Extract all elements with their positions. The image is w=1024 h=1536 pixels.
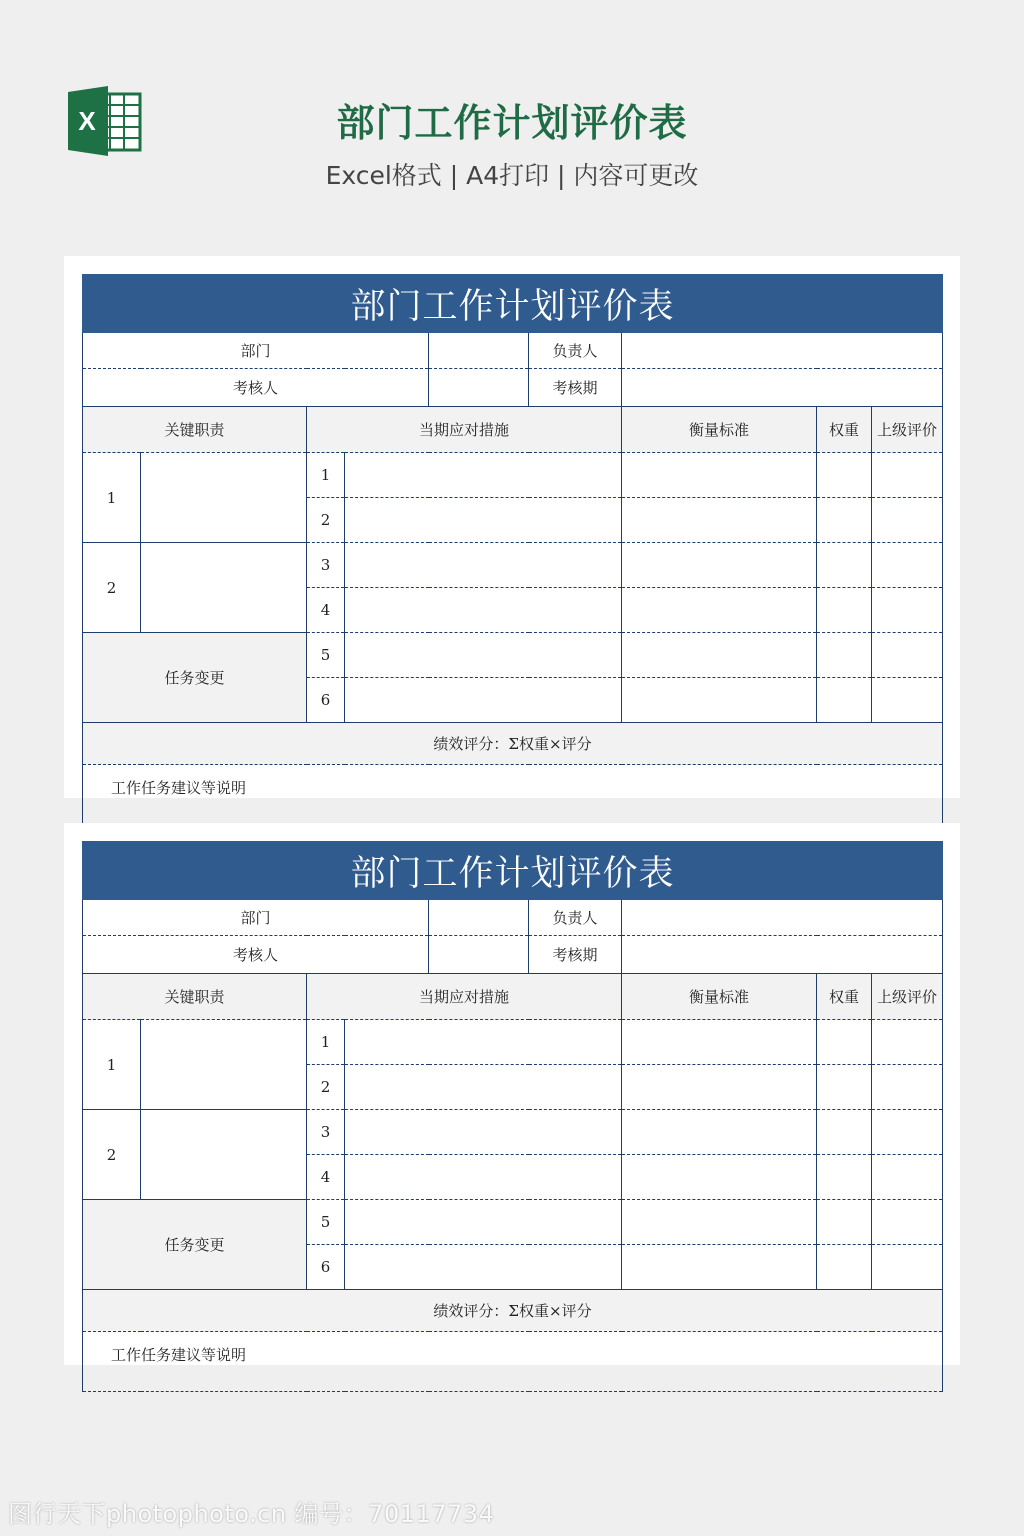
- measure-number: 2: [307, 1065, 345, 1110]
- standard-cell[interactable]: [622, 498, 817, 543]
- reviewer-label: 考核人: [83, 369, 429, 407]
- measure-cell[interactable]: [345, 678, 622, 723]
- standard-cell[interactable]: [622, 1200, 817, 1245]
- column-header-measures: 当期应对措施: [307, 407, 622, 453]
- owner-value-cell[interactable]: [622, 900, 943, 936]
- standard-cell[interactable]: [622, 1245, 817, 1290]
- measure-cell[interactable]: [345, 1065, 622, 1110]
- measure-number: 1: [307, 1020, 345, 1065]
- department-label: 部门: [83, 900, 429, 936]
- review-cell[interactable]: [872, 588, 943, 633]
- measure-number: 3: [307, 543, 345, 588]
- review-cell[interactable]: [872, 453, 943, 498]
- standard-cell[interactable]: [622, 1155, 817, 1200]
- page-subtitle: Excel格式 | A4打印 | 内容可更改: [325, 161, 699, 190]
- period-label: 考核期: [529, 936, 622, 974]
- duty-number: 2: [83, 1110, 141, 1200]
- notes-row: 工作任务建议等说明: [83, 1332, 943, 1392]
- measure-number: 5: [307, 633, 345, 678]
- column-header-supervisor-review: 上级评价: [872, 407, 943, 453]
- page-title: 部门工作计划评价表: [336, 101, 688, 145]
- sheet-preview-1: [64, 256, 960, 798]
- review-cell[interactable]: [872, 498, 943, 543]
- measure-cell[interactable]: [345, 1020, 622, 1065]
- column-header-weight: 权重: [817, 974, 872, 1020]
- review-cell[interactable]: [872, 1110, 943, 1155]
- column-header-standard: 衡量标准: [622, 407, 817, 453]
- duty-cell[interactable]: [141, 1110, 307, 1200]
- sheet-preview-2: [64, 823, 960, 1365]
- task-change-label: 任务变更: [83, 1200, 307, 1290]
- measure-cell[interactable]: [345, 1155, 622, 1200]
- duty-number: 1: [83, 1020, 141, 1110]
- weight-cell[interactable]: [817, 1020, 872, 1065]
- review-cell[interactable]: [872, 1020, 943, 1065]
- weight-cell[interactable]: [817, 1245, 872, 1290]
- weight-cell[interactable]: [817, 453, 872, 498]
- weight-cell[interactable]: [817, 588, 872, 633]
- period-label: 考核期: [529, 369, 622, 407]
- period-value-cell[interactable]: [622, 369, 943, 407]
- duty-cell[interactable]: [141, 1020, 307, 1110]
- performance-score-row: 绩效评分：Σ权重×评分: [83, 1290, 943, 1332]
- measure-number: 6: [307, 1245, 345, 1290]
- measure-cell[interactable]: [345, 543, 622, 588]
- measure-cell[interactable]: [345, 1200, 622, 1245]
- standard-cell[interactable]: [622, 588, 817, 633]
- review-cell[interactable]: [872, 1200, 943, 1245]
- weight-cell[interactable]: [817, 678, 872, 723]
- review-cell[interactable]: [872, 678, 943, 723]
- measure-cell[interactable]: [345, 498, 622, 543]
- column-header-duty: 关键职责: [83, 407, 307, 453]
- column-header-duty: 关键职责: [83, 974, 307, 1020]
- standard-cell[interactable]: [622, 1020, 817, 1065]
- standard-cell[interactable]: [622, 453, 817, 498]
- weight-cell[interactable]: [817, 1155, 872, 1200]
- measure-number: 1: [307, 453, 345, 498]
- department-value-cell[interactable]: [429, 333, 529, 369]
- owner-label: 负责人: [529, 333, 622, 369]
- column-header-standard: 衡量标准: [622, 974, 817, 1020]
- weight-cell[interactable]: [817, 543, 872, 588]
- weight-cell[interactable]: [817, 498, 872, 543]
- review-cell[interactable]: [872, 1245, 943, 1290]
- svg-text:X: X: [78, 106, 96, 136]
- column-header-supervisor-review: 上级评价: [872, 974, 943, 1020]
- duty-cell[interactable]: [141, 453, 307, 543]
- weight-cell[interactable]: [817, 633, 872, 678]
- review-cell[interactable]: [872, 1155, 943, 1200]
- measure-number: 6: [307, 678, 345, 723]
- standard-cell[interactable]: [622, 633, 817, 678]
- review-cell[interactable]: [872, 633, 943, 678]
- measure-number: 4: [307, 588, 345, 633]
- sheet-title: 部门工作计划评价表: [83, 275, 943, 333]
- evaluation-table: [82, 274, 943, 825]
- duty-number: 1: [83, 453, 141, 543]
- owner-label: 负责人: [529, 900, 622, 936]
- measure-number: 4: [307, 1155, 345, 1200]
- measure-cell[interactable]: [345, 1110, 622, 1155]
- owner-value-cell[interactable]: [622, 333, 943, 369]
- reviewer-label: 考核人: [83, 936, 429, 974]
- watermark-text: 图行天下photophoto.cn 编号：70117734: [8, 1500, 495, 1528]
- duty-number: 2: [83, 543, 141, 633]
- weight-cell[interactable]: [817, 1110, 872, 1155]
- duty-cell[interactable]: [141, 543, 307, 633]
- column-header-measures: 当期应对措施: [307, 974, 622, 1020]
- evaluation-table: [82, 841, 943, 1392]
- column-header-weight: 权重: [817, 407, 872, 453]
- reviewer-value-cell[interactable]: [429, 936, 529, 974]
- weight-cell[interactable]: [817, 1065, 872, 1110]
- standard-cell[interactable]: [622, 543, 817, 588]
- department-label: 部门: [83, 333, 429, 369]
- measure-number: 2: [307, 498, 345, 543]
- standard-cell[interactable]: [622, 1110, 817, 1155]
- review-cell[interactable]: [872, 1065, 943, 1110]
- weight-cell[interactable]: [817, 1200, 872, 1245]
- review-cell[interactable]: [872, 543, 943, 588]
- task-change-label: 任务变更: [83, 633, 307, 723]
- performance-score-row: 绩效评分：Σ权重×评分: [83, 723, 943, 765]
- reviewer-value-cell[interactable]: [429, 369, 529, 407]
- measure-number: 3: [307, 1110, 345, 1155]
- measure-cell[interactable]: [345, 588, 622, 633]
- notes-row: 工作任务建议等说明: [83, 765, 943, 825]
- standard-cell[interactable]: [622, 678, 817, 723]
- sheet-title: 部门工作计划评价表: [83, 842, 943, 900]
- measure-cell[interactable]: [345, 1245, 622, 1290]
- measure-cell[interactable]: [345, 453, 622, 498]
- department-value-cell[interactable]: [429, 900, 529, 936]
- standard-cell[interactable]: [622, 1065, 817, 1110]
- measure-number: 5: [307, 1200, 345, 1245]
- period-value-cell[interactable]: [622, 936, 943, 974]
- measure-cell[interactable]: [345, 633, 622, 678]
